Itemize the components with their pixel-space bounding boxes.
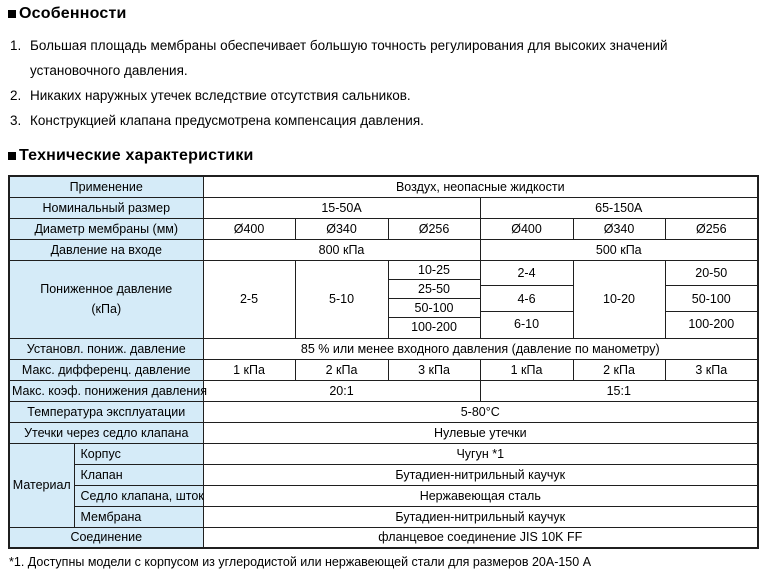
spec-value: Воздух, неопасные жидкости: [203, 176, 758, 197]
spec-value: 2-5: [203, 260, 295, 338]
row-label: Давление на входе: [9, 239, 203, 260]
row-nominal-size: [9, 197, 758, 218]
item-number: 2.: [10, 88, 22, 103]
spec-value: Ø340: [573, 218, 665, 239]
row-label: Утечки через седло клапана: [9, 422, 203, 443]
spec-value: Нержавеющая сталь: [203, 485, 758, 506]
row-label-line2: (кПа): [91, 302, 122, 316]
list-item: [8, 108, 756, 133]
spec-value: Ø340: [295, 218, 388, 239]
row-label: Макс. дифференц. давление: [9, 359, 203, 380]
row-application: [9, 176, 758, 197]
spec-value: 800 кПа: [203, 239, 480, 260]
spec-value: 5-80°C: [203, 401, 758, 422]
features-header: [8, 5, 756, 23]
row-operating-temperature: [9, 401, 758, 422]
row-inlet-pressure: [9, 239, 758, 260]
spec-value: 1 кПа: [203, 359, 295, 380]
row-label: Номинальный размер: [9, 197, 203, 218]
list-item: [8, 83, 756, 108]
spec-value: 1 кПа: [480, 359, 573, 380]
row-label: Применение: [9, 176, 203, 197]
reduced-pressure-ranges: [388, 260, 480, 338]
range-cell: 6-10: [514, 317, 540, 332]
material-part-label: Мембрана: [74, 506, 203, 527]
row-diaphragm-diameter: [9, 218, 758, 239]
range-cell: 10-25: [389, 261, 480, 280]
range-cell: 4-6: [481, 286, 573, 312]
spec-value: 5-10: [295, 260, 388, 338]
material-group-label: Материал: [9, 443, 74, 527]
row-label: Макс. коэф. понижения давления: [9, 380, 203, 401]
range-cell: 50-100: [666, 286, 758, 312]
spec-value: Бутадиен-нитрильный каучук: [203, 506, 758, 527]
row-label: [9, 260, 203, 338]
spec-value: 2 кПа: [573, 359, 665, 380]
item-number: 1.: [10, 38, 22, 53]
row-label-line1: Пониженное давление: [40, 282, 173, 296]
spec-value: Чугун *1: [203, 443, 758, 464]
row-label: Диаметр мембраны (мм): [9, 218, 203, 239]
spec-value: 10-20: [573, 260, 665, 338]
spec-value: 85 % или менее входного давления (давление по манометру): [203, 338, 758, 359]
material-part-label: Корпус: [74, 443, 203, 464]
row-max-differential: [9, 359, 758, 380]
item-text: Никаких наружных утечек вследствие отсутствия сальников.: [30, 88, 411, 103]
row-material-valve: [9, 464, 758, 485]
row-label: Установл. пониж. давление: [9, 338, 203, 359]
footnote: *1. Доступны модели с корпусом из углеродистой или нержавеющей стали для размеров 20А-150 А: [9, 555, 592, 569]
row-material-body: [9, 443, 758, 464]
material-part-label: Седло клапана, шток: [74, 485, 203, 506]
range-cell: 25-50: [389, 280, 480, 299]
row-max-reduction-ratio: [9, 380, 758, 401]
spec-value: 500 кПа: [480, 239, 758, 260]
range-cell: 100-200: [688, 317, 735, 332]
spec-table: [8, 175, 759, 549]
reduced-pressure-ranges: [480, 260, 573, 338]
item-text: Конструкцией клапана предусмотрена компенсация давления.: [30, 113, 424, 128]
item-text: Большая площадь мембраны обеспечивает большую точность регулирования для высоких значений установочного давления.: [30, 38, 668, 78]
row-connection: [9, 527, 758, 548]
spec-value: Бутадиен-нитрильный каучук: [203, 464, 758, 485]
list-item: [8, 33, 756, 83]
row-material-diaphragm: [9, 506, 758, 527]
spec-value: 3 кПа: [665, 359, 758, 380]
spec-value: Ø400: [480, 218, 573, 239]
spec-value: Ø400: [203, 218, 295, 239]
range-cell: 50-100: [389, 299, 480, 318]
spec-value: 65-150A: [480, 197, 758, 218]
spec-value: 3 кПа: [388, 359, 480, 380]
range-cell: 100-200: [411, 320, 457, 335]
spec-value: 15:1: [480, 380, 758, 401]
square-bullet-icon: [8, 152, 16, 160]
specs-title: Технические характеристики: [19, 147, 254, 164]
range-cell: 20-50: [666, 261, 758, 287]
features-title: Особенности: [19, 5, 127, 22]
spec-value: 2 кПа: [295, 359, 388, 380]
row-material-seat-stem: [9, 485, 758, 506]
range-cell: 2-4: [481, 261, 573, 287]
reduced-pressure-ranges: [665, 260, 758, 338]
spec-value: Нулевые утечки: [203, 422, 758, 443]
spec-value: Ø256: [388, 218, 480, 239]
row-label: Температура эксплуатации: [9, 401, 203, 422]
square-bullet-icon: [8, 10, 16, 18]
spec-value: 15-50A: [203, 197, 480, 218]
row-set-reduced-pressure: [9, 338, 758, 359]
row-label: Соединение: [9, 527, 203, 548]
spec-value: Ø256: [665, 218, 758, 239]
spec-value: 20:1: [203, 380, 480, 401]
row-seat-leakage: [9, 422, 758, 443]
item-number: 3.: [10, 113, 22, 128]
specs-header: [8, 147, 756, 165]
features-list: [8, 33, 756, 133]
material-part-label: Клапан: [74, 464, 203, 485]
spec-value: фланцевое соединение JIS 10K FF: [203, 527, 758, 548]
row-reduced-pressure: [9, 260, 758, 338]
